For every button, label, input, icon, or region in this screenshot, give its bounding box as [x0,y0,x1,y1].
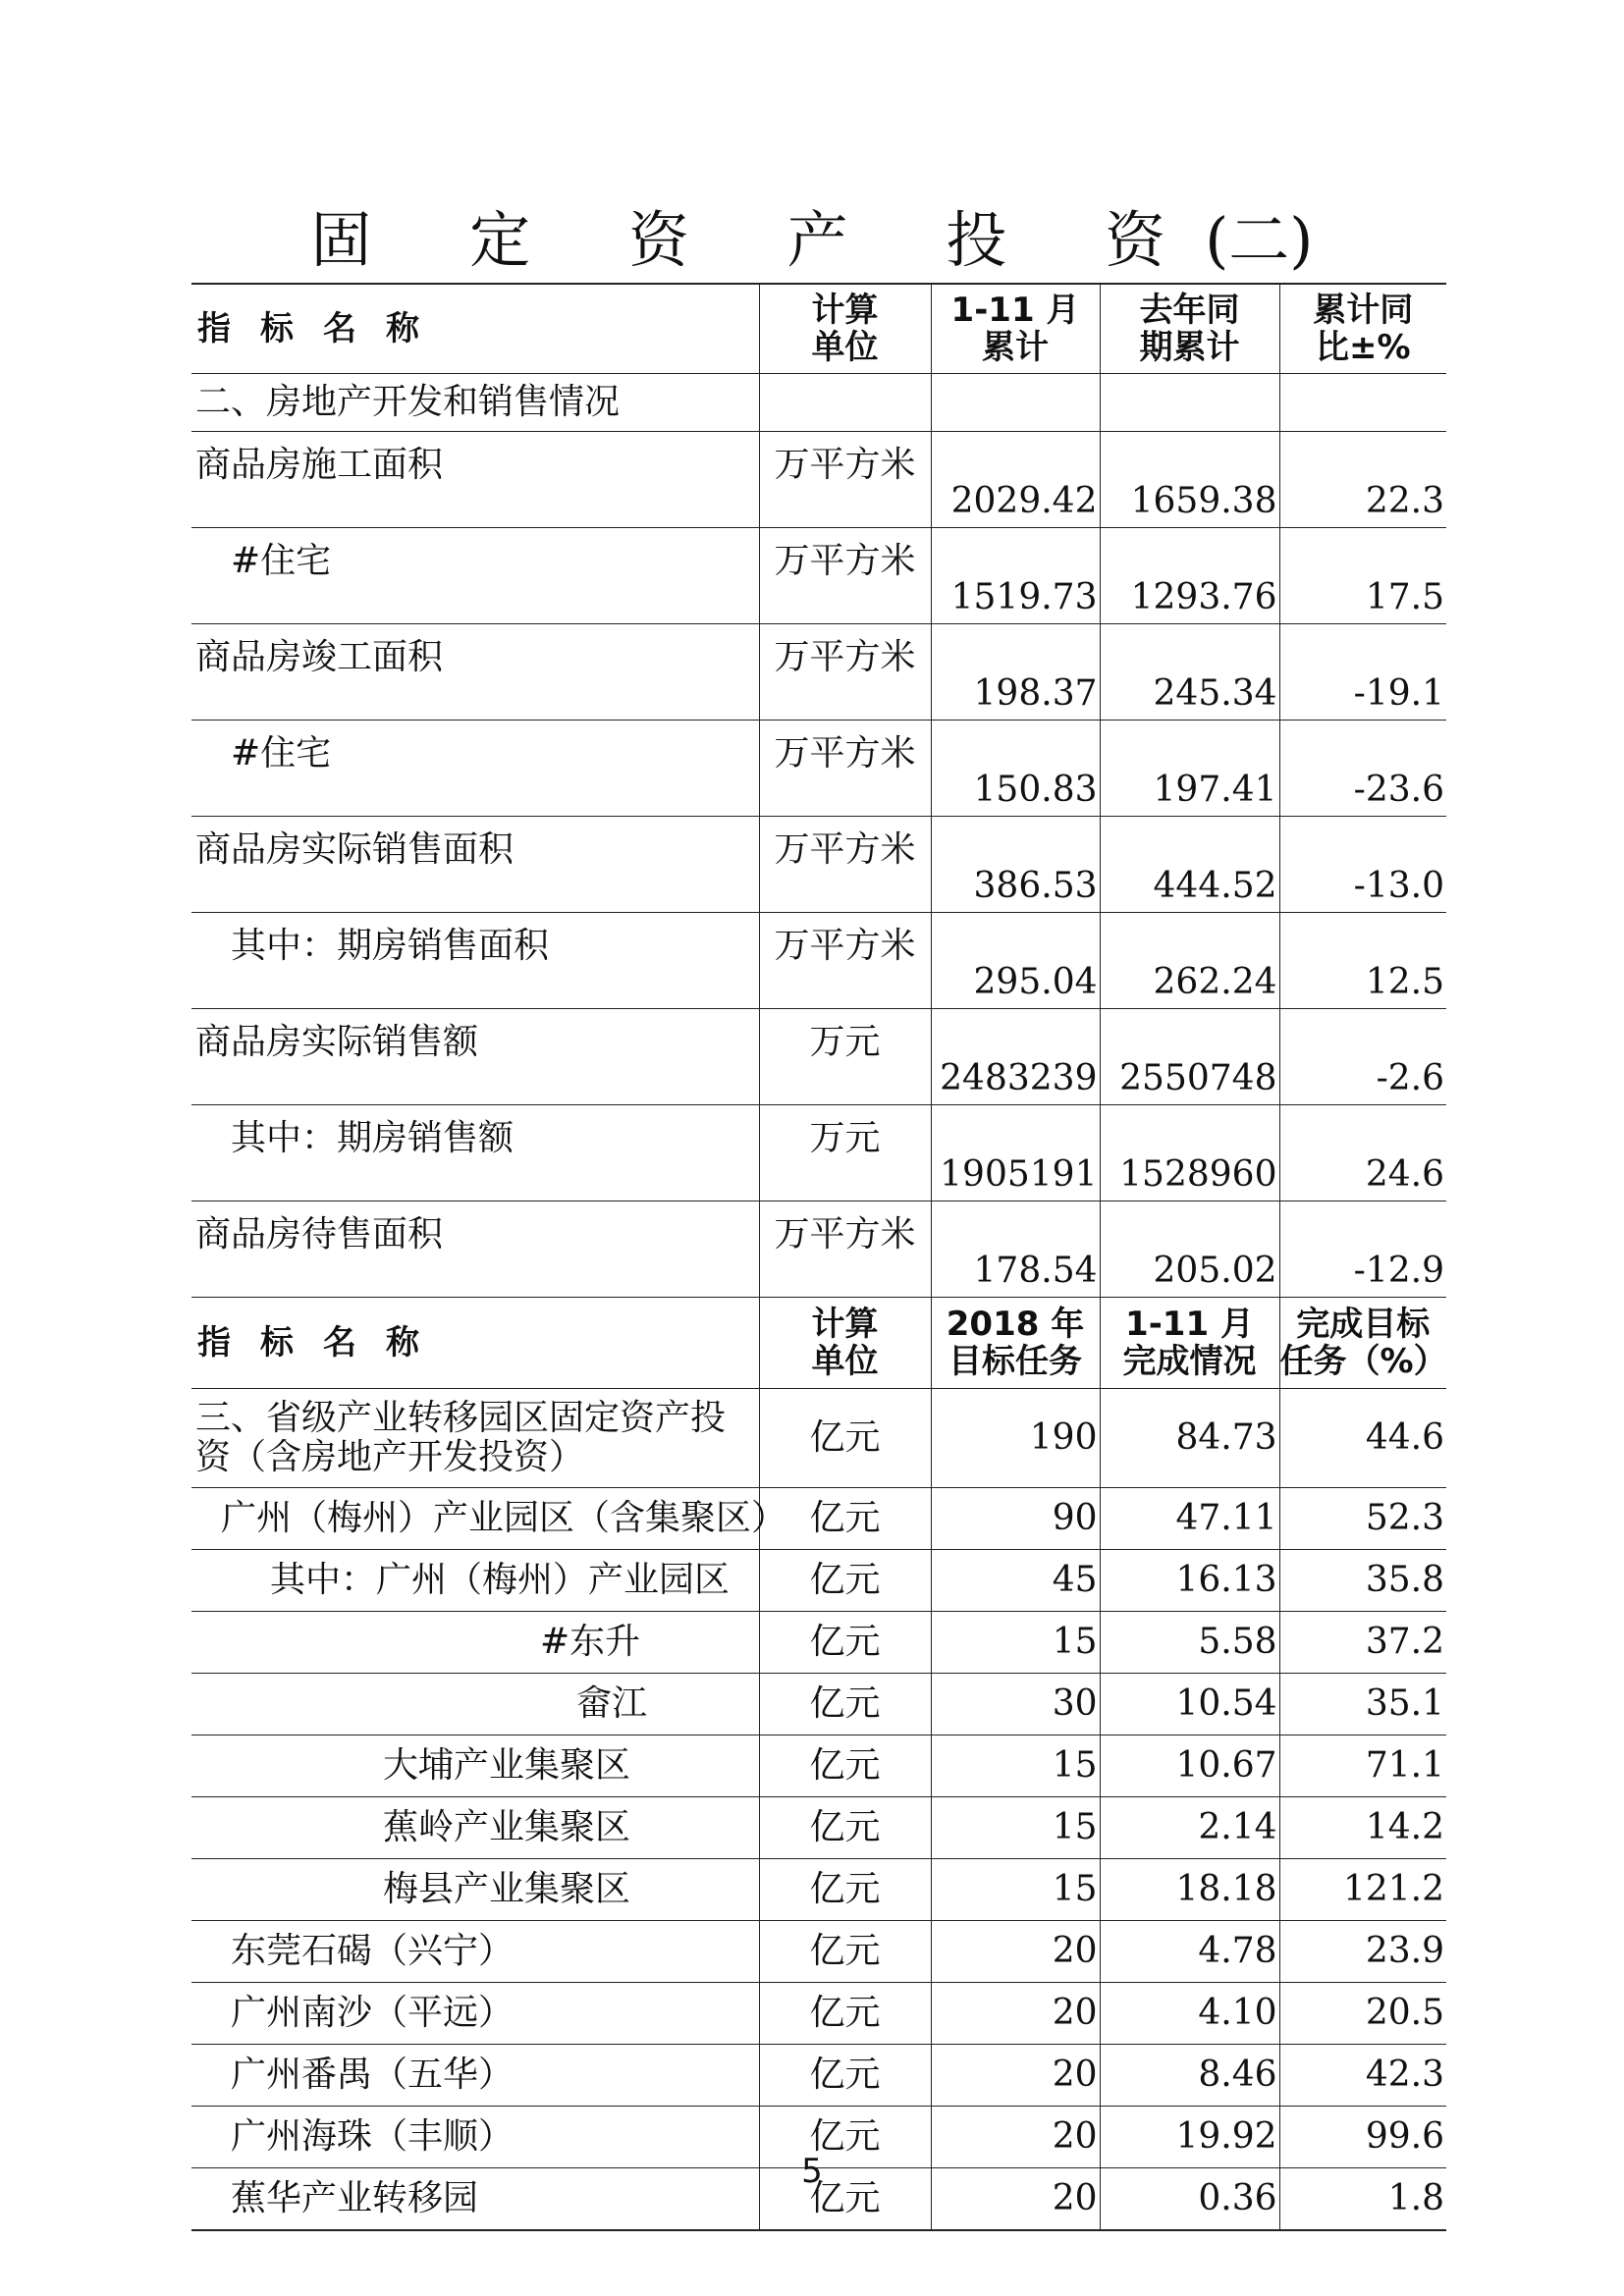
row-percent: 42.3 [1279,2045,1446,2107]
row-previous: 205.02 [1100,1201,1279,1298]
table-row [191,721,1446,817]
row-previous: 262.24 [1100,913,1279,1009]
section-label: 二、房地产开发和销售情况 [191,374,759,432]
row-percent: 52.3 [1279,1488,1446,1550]
header-unit: 计算 单位 [759,284,931,374]
row-previous: 1293.76 [1100,528,1279,624]
row-unit: 亿元 [759,2168,931,2231]
table-row [191,1859,1446,1921]
row-percent: -23.6 [1279,721,1446,817]
header-current: 1-11 月 累计 [931,284,1100,374]
table-row [191,624,1446,721]
section-label-text: 三、省级产业转移园区固定资产投资（含房地产开发投资） [195,1398,727,1477]
row-target: 15 [931,1735,1100,1797]
row-unit: 万元 [759,1009,931,1105]
row-percent: 12.5 [1279,913,1446,1009]
row-name: 广州海珠（丰顺） [191,2107,759,2168]
row-unit: 万平方米 [759,913,931,1009]
table-row [191,1201,1446,1298]
row-name: 其中：期房销售面积 [191,913,759,1009]
row-previous: 1528960 [1100,1105,1279,1201]
row-name: 商品房待售面积 [191,1201,759,1298]
row-unit: 万平方米 [759,528,931,624]
row-target: 20 [931,1983,1100,2045]
row-target: 45 [931,1550,1100,1612]
section-label [191,1389,759,1488]
title-text: 固 定 资 产 投 资 [310,204,1206,276]
row-percent: 37.2 [1279,1612,1446,1674]
header-row-2 [191,1298,1446,1389]
row-current: 2029.42 [931,432,1100,528]
table-row [191,1550,1446,1612]
header-previous: 去年同 期累计 [1100,284,1279,374]
row-done: 10.67 [1100,1735,1279,1797]
row-previous: 245.34 [1100,624,1279,721]
row-name: 商品房实际销售额 [191,1009,759,1105]
row-percent: -19.1 [1279,624,1446,721]
row-target: 20 [931,1921,1100,1983]
row-target: 30 [931,1674,1100,1735]
row-unit: 亿元 [759,2045,931,2107]
row-percent: 99.6 [1279,2107,1446,2168]
row-percent: 17.5 [1279,528,1446,624]
row-unit: 亿元 [759,1389,931,1488]
row-percent: 24.6 [1279,1105,1446,1201]
row-percent: 20.5 [1279,1983,1446,2045]
row-name: 其中：广州（梅州）产业园区 [191,1550,759,1612]
table-row [191,1105,1446,1201]
row-name: 梅县产业集聚区 [191,1859,759,1921]
table-row [191,1674,1446,1735]
row-target: 15 [931,1797,1100,1859]
title-paren: (二) [1205,204,1314,276]
row-unit: 亿元 [759,1488,931,1550]
row-done: 10.54 [1100,1674,1279,1735]
row-current: 178.54 [931,1201,1100,1298]
header-complete: 完成目标 任务（%） [1279,1298,1446,1389]
row-done: 16.13 [1100,1550,1279,1612]
row-name: 蕉岭产业集聚区 [191,1797,759,1859]
row-unit: 亿元 [759,1735,931,1797]
row-name: 蕉华产业转移园 [191,2168,759,2231]
row-target: 20 [931,2045,1100,2107]
row-percent: 35.8 [1279,1550,1446,1612]
row-percent: 1.8 [1279,2168,1446,2231]
row-percent: 121.2 [1279,1859,1446,1921]
header-done: 1-11 月 完成情况 [1100,1298,1279,1389]
row-percent: 22.3 [1279,432,1446,528]
row-target: 20 [931,2107,1100,2168]
table-row [191,1488,1446,1550]
row-name: 其中：期房销售额 [191,1105,759,1201]
row-name: 商品房施工面积 [191,432,759,528]
row-percent: 23.9 [1279,1921,1446,1983]
row-done: 47.11 [1100,1488,1279,1550]
table-row [191,913,1446,1009]
row-unit: 亿元 [759,1983,931,2045]
row-target: 20 [931,2168,1100,2231]
row-done: 4.78 [1100,1921,1279,1983]
row-name: 商品房竣工面积 [191,624,759,721]
table-row [191,1009,1446,1105]
table-row [191,1735,1446,1797]
row-unit: 亿元 [759,1612,931,1674]
row-percent: -13.0 [1279,817,1446,913]
row-done: 19.92 [1100,2107,1279,2168]
row-current: 150.83 [931,721,1100,817]
header-target: 2018 年 目标任务 [931,1298,1100,1389]
section-row-realestate [191,374,1446,432]
row-target: 190 [931,1389,1100,1488]
row-name: #住宅 [191,721,759,817]
row-previous: 2550748 [1100,1009,1279,1105]
row-name: 商品房实际销售面积 [191,817,759,913]
row-done: 5.58 [1100,1612,1279,1674]
row-done: 4.10 [1100,1983,1279,2045]
table-row [191,2045,1446,2107]
row-unit: 亿元 [759,1674,931,1735]
row-done: 8.46 [1100,2045,1279,2107]
row-current: 2483239 [931,1009,1100,1105]
row-percent: 44.6 [1279,1389,1446,1488]
row-current: 386.53 [931,817,1100,913]
row-unit: 亿元 [759,1797,931,1859]
header-name: 指标名称 [191,284,759,374]
row-name: #住宅 [191,528,759,624]
row-unit: 万元 [759,1105,931,1201]
row-current: 1905191 [931,1105,1100,1201]
header-percent: 累计同 比±% [1279,284,1446,374]
header-unit: 计算 单位 [759,1298,931,1389]
row-percent: 35.1 [1279,1674,1446,1735]
row-unit: 万平方米 [759,721,931,817]
row-unit: 万平方米 [759,1201,931,1298]
row-target: 15 [931,1612,1100,1674]
row-current: 295.04 [931,913,1100,1009]
row-target: 15 [931,1859,1100,1921]
row-percent: -12.9 [1279,1201,1446,1298]
row-target: 90 [931,1488,1100,1550]
table-row [191,1921,1446,1983]
table-row [191,1612,1446,1674]
row-name: 广州南沙（平远） [191,1983,759,2045]
row-unit: 万平方米 [759,817,931,913]
header-row-1 [191,284,1446,374]
table-row [191,432,1446,528]
table-row [191,1983,1446,2045]
row-unit: 亿元 [759,2107,931,2168]
row-name: 广州（梅州）产业园区（含集聚区） [191,1488,759,1550]
row-percent: 14.2 [1279,1797,1446,1859]
row-previous: 444.52 [1100,817,1279,913]
row-percent: 71.1 [1279,1735,1446,1797]
row-name: 畲江 [191,1674,759,1735]
page-title [0,201,1624,280]
row-previous: 197.41 [1100,721,1279,817]
investment-table [191,283,1446,2231]
row-unit: 万平方米 [759,624,931,721]
row-unit: 亿元 [759,1859,931,1921]
row-name: 广州番禺（五华） [191,2045,759,2107]
row-done: 84.73 [1100,1389,1279,1488]
header-name: 指标名称 [191,1298,759,1389]
row-done: 18.18 [1100,1859,1279,1921]
row-percent: -2.6 [1279,1009,1446,1105]
row-name: 大埔产业集聚区 [191,1735,759,1797]
table-row [191,817,1446,913]
row-done: 0.36 [1100,2168,1279,2231]
row-current: 1519.73 [931,528,1100,624]
page-number: 5 [801,2152,823,2191]
row-unit: 万平方米 [759,432,931,528]
row-done: 2.14 [1100,1797,1279,1859]
row-previous: 1659.38 [1100,432,1279,528]
section-row-parks [191,1389,1446,1488]
row-name: #东升 [191,1612,759,1674]
row-unit: 亿元 [759,1921,931,1983]
table-row [191,1797,1446,1859]
row-current: 198.37 [931,624,1100,721]
row-name: 东莞石碣（兴宁） [191,1921,759,1983]
table-row [191,528,1446,624]
row-unit: 亿元 [759,1550,931,1612]
